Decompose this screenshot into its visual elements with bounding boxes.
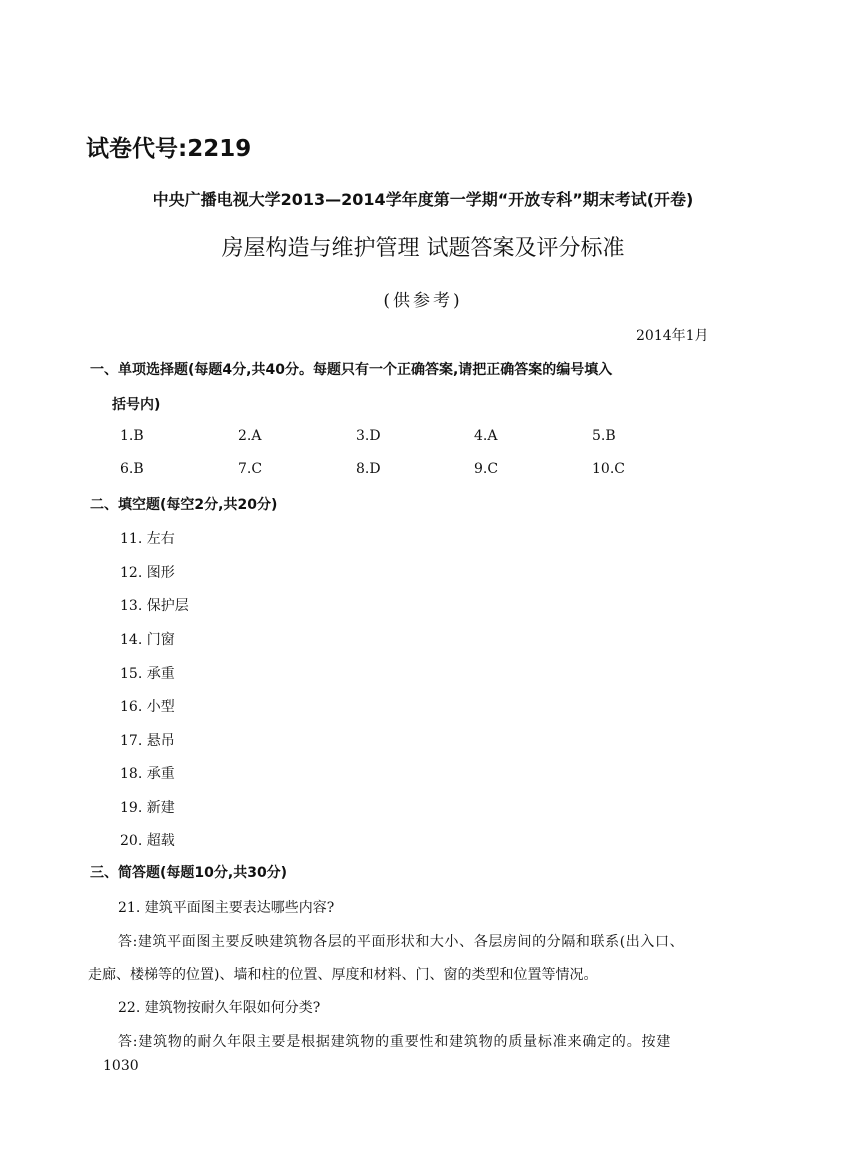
answer-22-line1: 答:建筑物的耐久年限主要是根据建筑物的重要性和建筑物的质量标准来确定的。按建 — [118, 1034, 672, 1050]
answer-21-line2: 走廊、楼梯等的位置)、墙和柱的位置、厚度和材料、门、窗的类型和位置等情况。 — [88, 967, 598, 983]
mc-answer: 7.C — [238, 461, 263, 477]
fill-answer: 13. 保护层 — [120, 598, 189, 614]
mc-answer: 8.D — [356, 461, 381, 477]
mc-answer: 3.D — [356, 428, 381, 444]
mc-answer: 4.A — [474, 428, 498, 444]
question-22: 22. 建筑物按耐久年限如何分类? — [118, 1000, 321, 1016]
mc-answer: 6.B — [120, 461, 144, 477]
mc-answer: 9.C — [474, 461, 499, 477]
fill-answer: 12. 图形 — [120, 565, 175, 581]
page-number: 1030 — [103, 1058, 139, 1074]
exam-school-title: 中央广播电视大学2013—2014学年度第一学期“开放专科”期末考试(开卷) — [152, 190, 694, 209]
fill-answer: 19. 新建 — [120, 800, 175, 816]
fill-answer: 17. 悬吊 — [120, 733, 175, 749]
section2-title: 二、填空题(每空2分,共20分) — [90, 497, 278, 513]
reference-note: (供参考) — [383, 291, 463, 311]
exam-date: 2014年1月 — [636, 328, 709, 344]
fill-answer: 20. 超载 — [120, 833, 175, 849]
fill-answer: 15. 承重 — [120, 666, 175, 682]
mc-answer: 10.C — [592, 461, 625, 477]
answer-21-line1: 答:建筑平面图主要反映建筑物各层的平面形状和大小、各层房间的分隔和联系(出入口、 — [118, 934, 685, 950]
fill-answer: 14. 门窗 — [120, 632, 175, 648]
course-title: 房屋构造与维护管理 试题答案及评分标准 — [221, 236, 625, 261]
section1-title: 一、单项选择题(每题4分,共40分。每题只有一个正确答案,请把正确答案的编号填入 — [90, 362, 613, 378]
fill-answer: 16. 小型 — [120, 699, 175, 715]
mc-answer: 5.B — [592, 428, 616, 444]
mc-answer: 2.A — [238, 428, 262, 444]
question-21: 21. 建筑平面图主要表达哪些内容? — [118, 900, 335, 916]
mc-answer: 1.B — [120, 428, 144, 444]
section1-title-continued: 括号内) — [112, 397, 161, 413]
section3-title: 三、简答题(每题10分,共30分) — [90, 865, 288, 881]
exam-code: 试卷代号:2219 — [86, 136, 252, 162]
fill-answer: 18. 承重 — [120, 766, 175, 782]
fill-answer: 11. 左右 — [120, 531, 175, 547]
